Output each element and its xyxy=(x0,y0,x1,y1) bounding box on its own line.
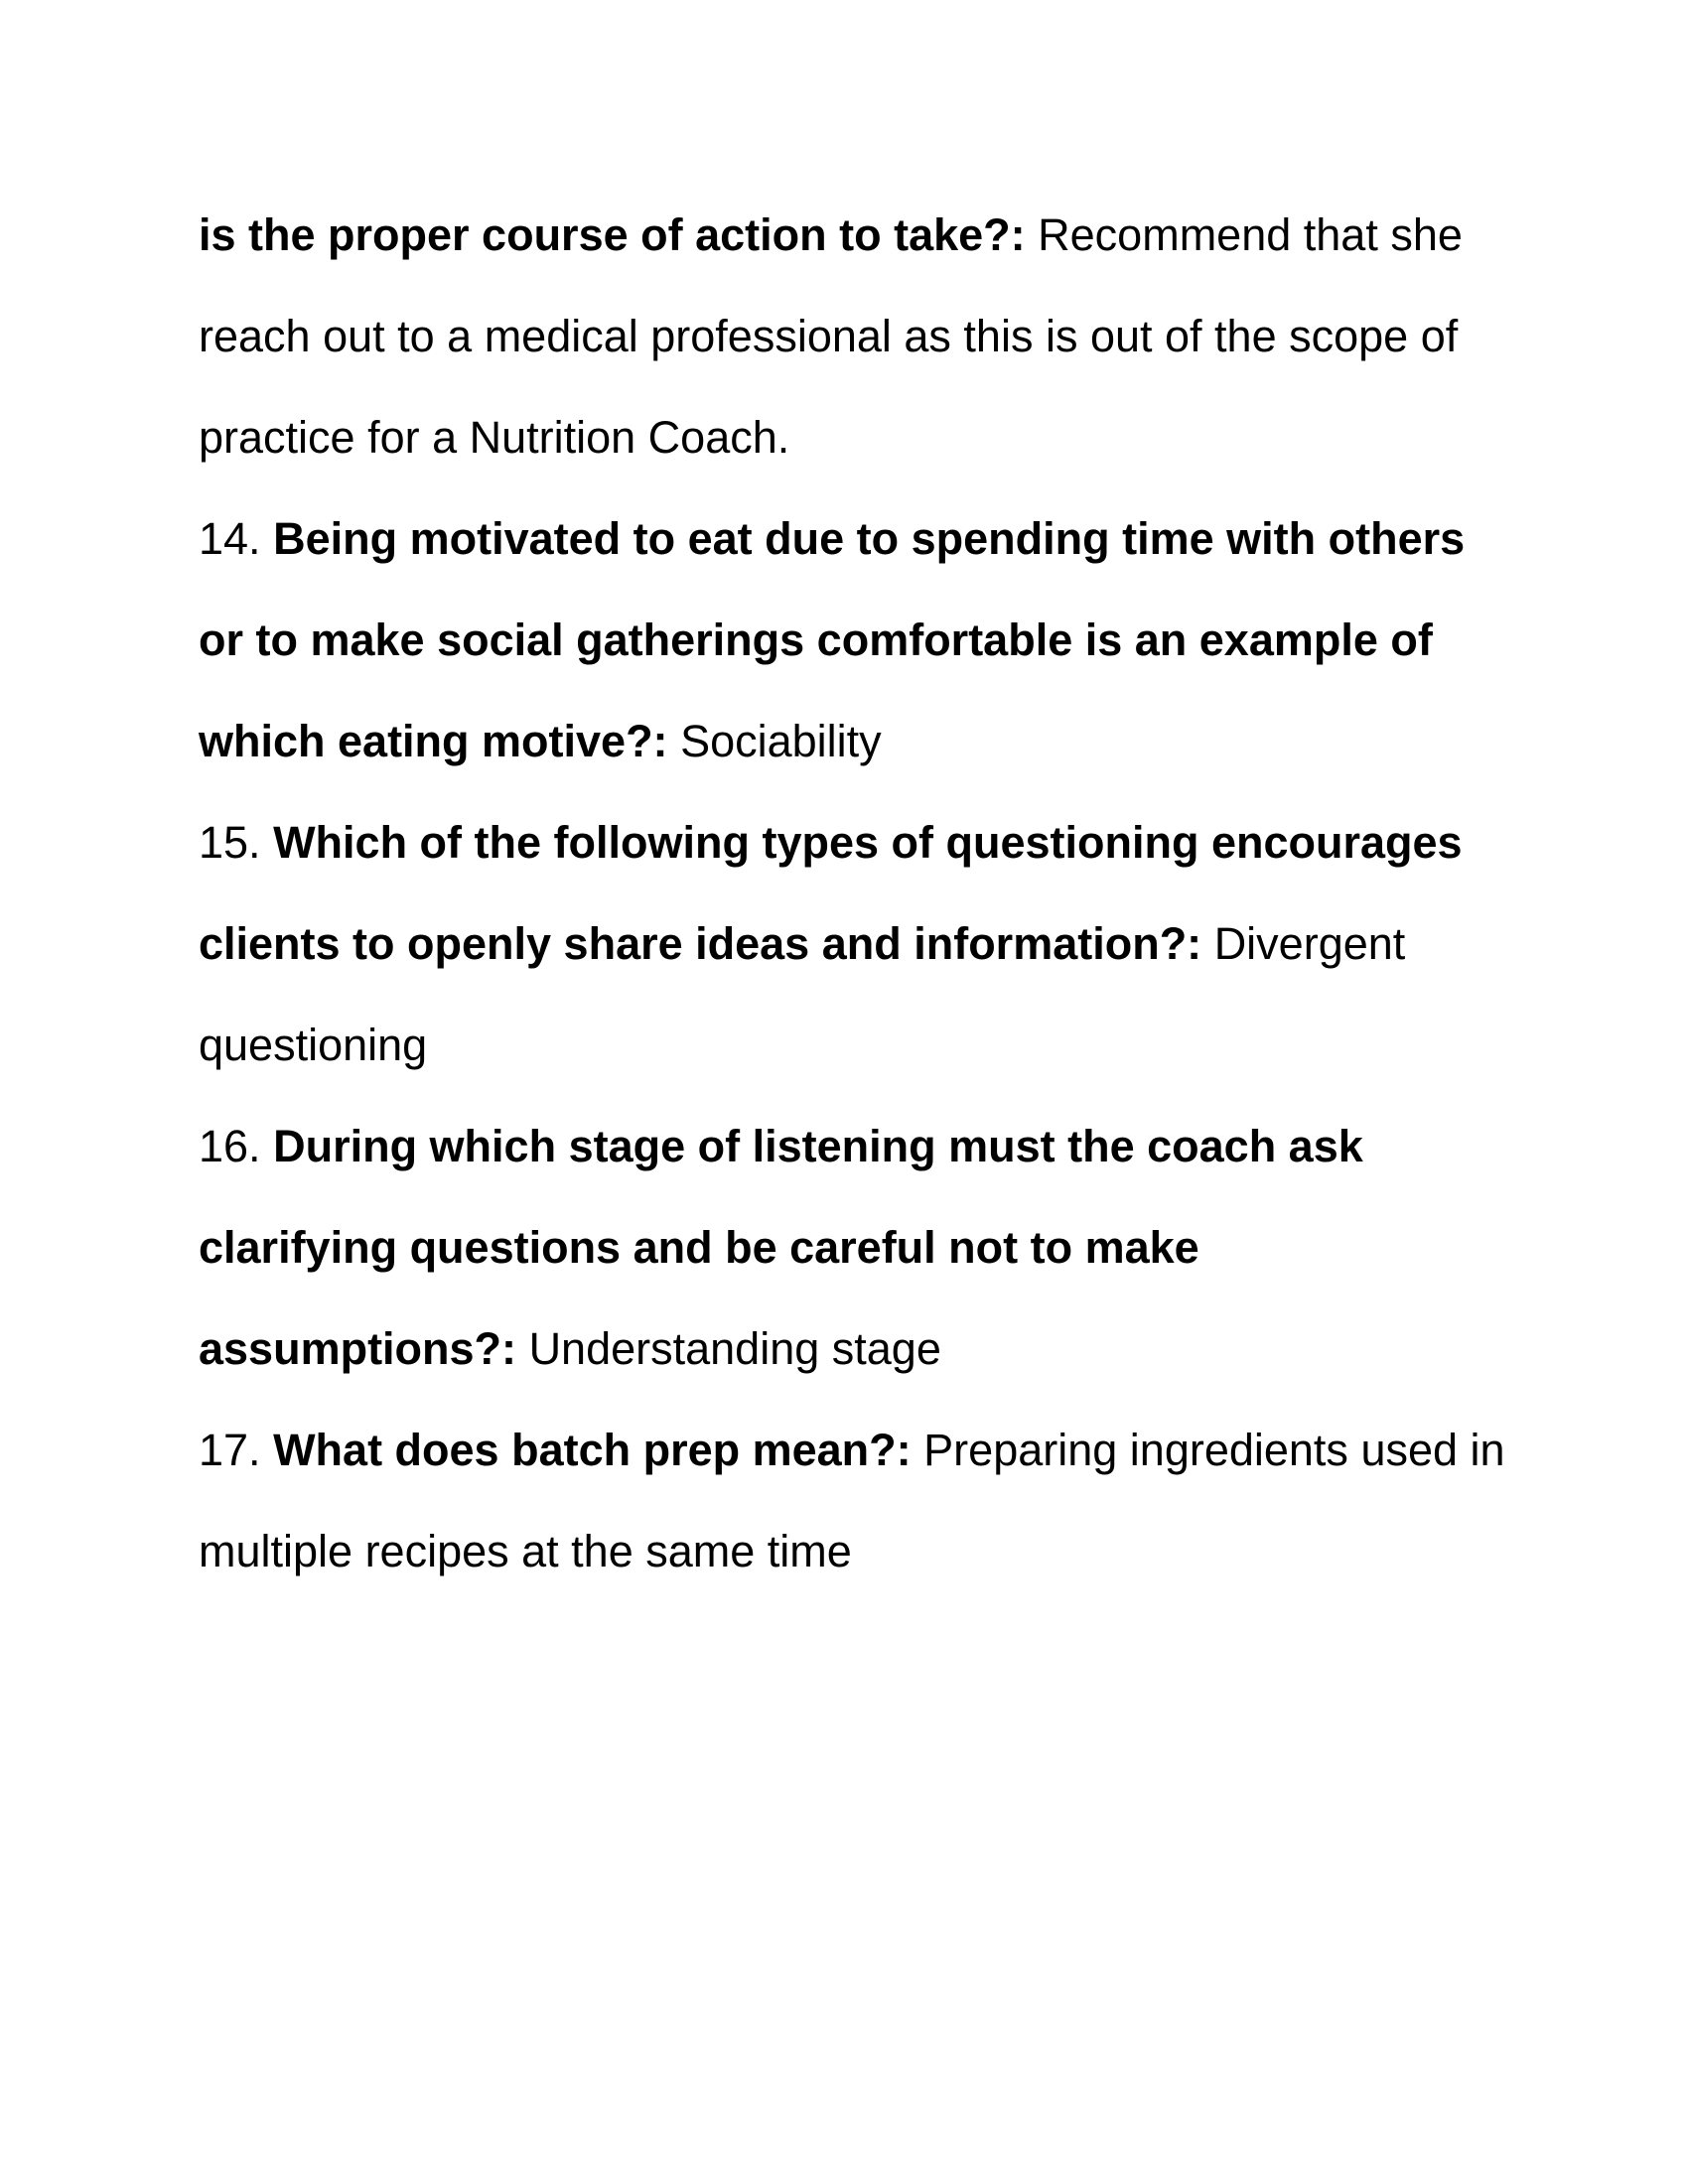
qa-item-15 xyxy=(199,792,1509,1096)
answer-text: Preparing ingredients used in multiple recipes at the same time xyxy=(199,1425,1505,1576)
item-number: 17. xyxy=(199,1425,261,1475)
answer-text: Understanding stage xyxy=(528,1323,941,1374)
question-text: Being motivated to eat due to spending time with others or to make social gatherings comfortable is an example of which eating motive?: xyxy=(199,513,1466,766)
question-text: Which of the following types of questioning encourages clients to openly share ideas and information?: xyxy=(199,817,1463,969)
qa-item-17 xyxy=(199,1400,1509,1602)
item-number: 16. xyxy=(199,1121,261,1171)
item-number: 14. xyxy=(199,513,261,564)
item-number: 15. xyxy=(199,817,261,868)
answer-text: Sociability xyxy=(680,716,882,766)
page-content xyxy=(199,185,1509,1602)
question-text: What does batch prep mean?: xyxy=(273,1425,912,1475)
answer-text: Recommend that she reach out to a medical professional as this is out of the scope of practice for a Nutrition Coach. xyxy=(199,209,1463,463)
qa-item-14 xyxy=(199,488,1509,792)
question-text: During which stage of listening must the coach ask clarifying questions and be careful not to make assumptions?: xyxy=(199,1121,1363,1374)
qa-item-16 xyxy=(199,1096,1509,1400)
qa-item-continued xyxy=(199,185,1509,488)
question-text: is the proper course of action to take?: xyxy=(199,209,1026,260)
answer-text: Divergent questioning xyxy=(199,918,1406,1070)
